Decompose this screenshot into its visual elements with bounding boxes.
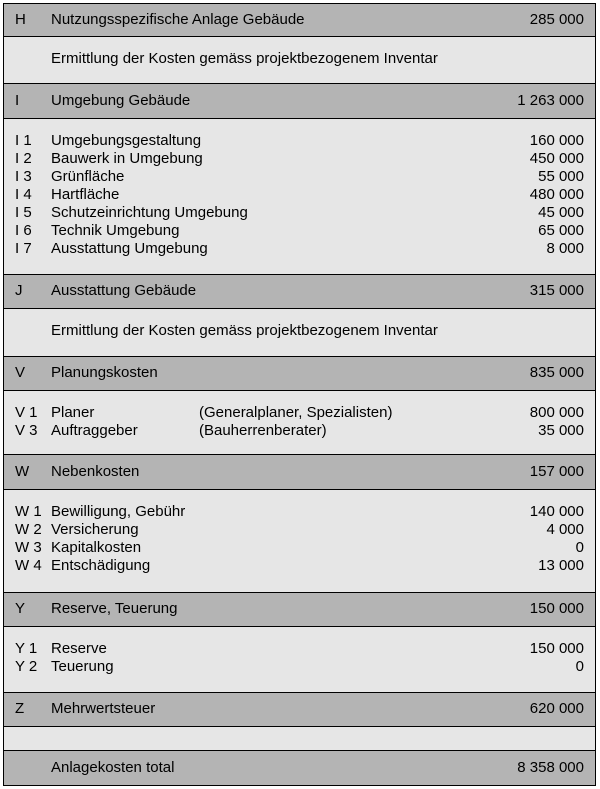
list-item bbox=[4, 557, 595, 575]
item-label: Versicherung bbox=[51, 521, 139, 538]
list-item bbox=[4, 132, 595, 150]
section-amount: 157 000 bbox=[529, 463, 584, 480]
section-header-z bbox=[3, 693, 596, 727]
section-body-z bbox=[3, 727, 596, 751]
item-amount: 0 bbox=[575, 658, 584, 675]
section-body-j bbox=[3, 309, 596, 357]
item-label: Umgebungsgestaltung bbox=[51, 132, 202, 149]
section-title: Nutzungsspezifische Anlage Gebäude bbox=[51, 11, 305, 28]
item-code: Y 2 bbox=[15, 658, 38, 675]
section-title: Umgebung Gebäude bbox=[51, 92, 191, 109]
total-row bbox=[3, 751, 596, 786]
item-amount: 140 000 bbox=[529, 503, 584, 520]
section-title: Reserve, Teuerung bbox=[51, 600, 178, 617]
item-amount: 65 000 bbox=[538, 222, 584, 239]
item-label: Auftraggeber bbox=[51, 422, 138, 439]
item-amount: 480 000 bbox=[529, 186, 584, 203]
section-header-w bbox=[3, 455, 596, 490]
list-item bbox=[4, 168, 595, 186]
item-note: (Bauherrenberater) bbox=[199, 422, 327, 439]
item-label: Schutzeinrichtung Umgebung bbox=[51, 204, 248, 221]
item-label: Bauwerk in Umgebung bbox=[51, 150, 203, 167]
item-code: I 1 bbox=[15, 132, 32, 149]
section-amount: 835 000 bbox=[529, 364, 584, 381]
list-item bbox=[4, 204, 595, 222]
section-body-v bbox=[3, 391, 596, 455]
section-body-i bbox=[3, 119, 596, 275]
item-label: Technik Umgebung bbox=[51, 222, 180, 239]
item-amount: 35 000 bbox=[538, 422, 584, 439]
item-label: Kapitalkosten bbox=[51, 539, 142, 556]
item-label: Entschädigung bbox=[51, 557, 151, 574]
section-code: Y bbox=[15, 600, 26, 617]
section-note-text: Ermittlung der Kosten gemäss projektbezogenem Inventar bbox=[51, 322, 438, 339]
section-code: Z bbox=[15, 700, 25, 717]
section-body-w bbox=[3, 490, 596, 593]
section-code: V bbox=[15, 364, 26, 381]
item-code: I 6 bbox=[15, 222, 32, 239]
item-label: Teuerung bbox=[51, 658, 114, 675]
section-code: J bbox=[15, 282, 23, 299]
item-code: W 4 bbox=[15, 557, 42, 574]
section-title: Nebenkosten bbox=[51, 463, 140, 480]
section-title: Planungskosten bbox=[51, 364, 158, 381]
item-label: Ausstattung Umgebung bbox=[51, 240, 208, 257]
item-code: I 2 bbox=[15, 150, 32, 167]
list-item bbox=[4, 240, 595, 258]
section-amount: 315 000 bbox=[529, 282, 584, 299]
list-item bbox=[4, 404, 595, 422]
item-amount: 450 000 bbox=[529, 150, 584, 167]
item-amount: 150 000 bbox=[529, 640, 584, 657]
section-note-text: Ermittlung der Kosten gemäss projektbezogenem Inventar bbox=[51, 50, 438, 67]
item-label: Grünfläche bbox=[51, 168, 125, 185]
section-code: H bbox=[15, 11, 26, 28]
item-code: V 3 bbox=[15, 422, 38, 439]
item-code: Y 1 bbox=[15, 640, 38, 657]
item-code: W 3 bbox=[15, 539, 42, 556]
item-amount: 4 000 bbox=[546, 521, 584, 538]
item-code: I 5 bbox=[15, 204, 32, 221]
section-amount: 285 000 bbox=[529, 11, 584, 28]
section-amount: 620 000 bbox=[529, 700, 584, 717]
cost-table bbox=[3, 3, 596, 786]
total-label: Anlagekosten total bbox=[51, 759, 175, 776]
item-amount: 45 000 bbox=[538, 204, 584, 221]
list-item bbox=[4, 186, 595, 204]
item-code: I 3 bbox=[15, 168, 32, 185]
item-code: V 1 bbox=[15, 404, 38, 421]
item-amount: 8 000 bbox=[546, 240, 584, 257]
section-header-h bbox=[3, 3, 596, 37]
list-item bbox=[4, 503, 595, 521]
item-amount: 800 000 bbox=[529, 404, 584, 421]
section-title: Ausstattung Gebäude bbox=[51, 282, 197, 299]
section-title: Mehrwertsteuer bbox=[51, 700, 156, 717]
list-item bbox=[4, 150, 595, 168]
section-header-i bbox=[3, 84, 596, 119]
section-header-j bbox=[3, 275, 596, 309]
section-code: W bbox=[15, 463, 30, 480]
total-amount: 8 358 000 bbox=[517, 759, 584, 776]
section-code: I bbox=[15, 92, 20, 109]
item-code: I 4 bbox=[15, 186, 32, 203]
item-label: Reserve bbox=[51, 640, 107, 657]
item-code: W 1 bbox=[15, 503, 42, 520]
list-item bbox=[4, 539, 595, 557]
item-label: Hartfläche bbox=[51, 186, 120, 203]
item-code: W 2 bbox=[15, 521, 42, 538]
item-note: (Generalplaner, Spezialisten) bbox=[199, 404, 393, 421]
list-item bbox=[4, 521, 595, 539]
item-amount: 160 000 bbox=[529, 132, 584, 149]
section-header-y bbox=[3, 593, 596, 627]
item-amount: 55 000 bbox=[538, 168, 584, 185]
item-label: Bewilligung, Gebühr bbox=[51, 503, 186, 520]
section-body-h bbox=[3, 37, 596, 84]
item-amount: 13 000 bbox=[538, 557, 584, 574]
section-amount: 150 000 bbox=[529, 600, 584, 617]
list-item bbox=[4, 422, 595, 440]
item-label: Planer bbox=[51, 404, 95, 421]
list-item bbox=[4, 658, 595, 676]
list-item bbox=[4, 222, 595, 240]
section-header-v bbox=[3, 357, 596, 391]
list-item bbox=[4, 640, 595, 658]
item-amount: 0 bbox=[575, 539, 584, 556]
section-body-y bbox=[3, 627, 596, 693]
section-amount: 1 263 000 bbox=[517, 92, 584, 109]
item-code: I 7 bbox=[15, 240, 32, 257]
